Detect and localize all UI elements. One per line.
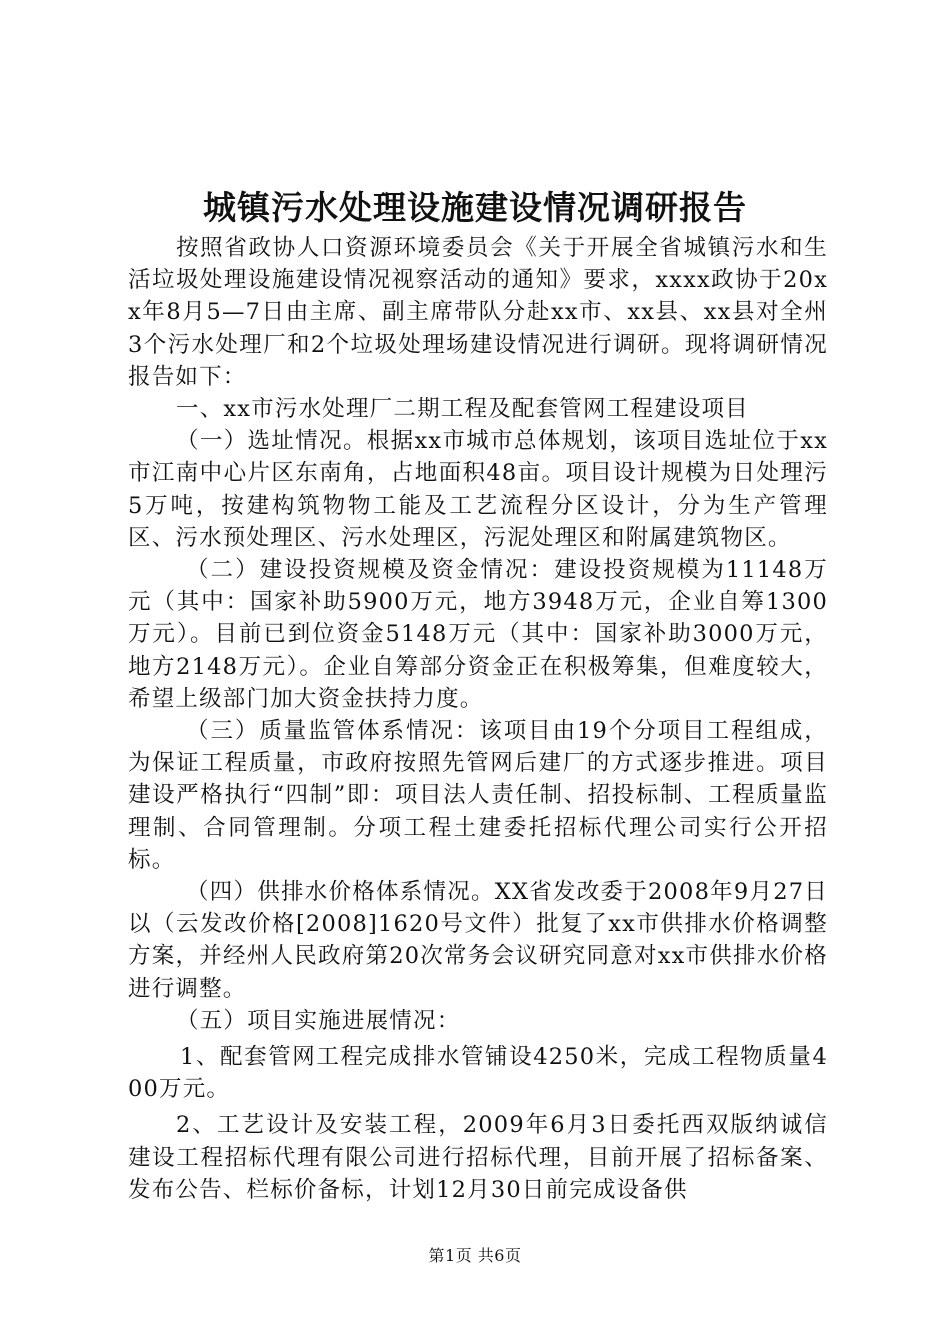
document-title: 城镇污水处理设施建设情况调研报告 (203, 188, 747, 227)
subsection-site-selection: （一）选址情况。根据xx市城市总体规划，该项目选址位于xx市江南中心片区东南角，占地面积48亩。项目设计规模为日处理污5万吨，按建构筑物物工能及工艺流程分区设计，分为生产管理区、污水预处理区、污水处理区，污泥处理区和附属建筑物区。 (128, 428, 828, 551)
section-heading-1: 一、xx市污水处理厂二期工程及配套管网工程建设项目 (176, 396, 749, 423)
subsection-investment: （二）建设投资规模及资金情况：建设投资规模为11148万元（其中：国家补助5900万元，地方3948万元，企业自筹1300万元）。目前已到位资金5148万元（其中：国家补助3000万元，地方2148万元）。企业自筹部分资金正在积极筹集，但难度较大，希望上级部门加大资金扶持力度。 (128, 557, 828, 712)
progress-item-2: 2、工艺设计及安装工程，2009年6月3日委托西双版纳诚信建设工程招标代理有限公司进行招标代理，目前开展了招标备案、发布公告、栏标价备标，计划12月30日前完成设备供 (128, 1112, 828, 1203)
subsection-progress: （五）项目实施进展情况： (176, 1007, 461, 1034)
subsection-pricing: （四）供排水价格体系情况。XX省发改委于2008年9月27日以（云发改价格[2008]1620号文件）批复了xx市供排水价格调整方案，并经州人民政府第20次常务会议研究同意对xx市供排水价格进行调整。 (128, 879, 828, 1002)
intro-paragraph: 按照省政协人口资源环境委员会《关于开展全省城镇污水和生活垃圾处理设施建设情况视察活动的通知》要求，xxxx政协于20xx年8月5—7日由主席、副主席带队分赴xx市、xx县、xx县对全州3个污水处理厂和2个垃圾处理场建设情况进行调研。现将调研情况报告如下： (128, 235, 828, 390)
document-body (128, 232, 828, 1206)
page-number-footer: 第1页 共6页 (428, 1246, 522, 1265)
subsection-quality-supervision: （三）质量监管体系情况：该项目由19个分项目工程组成，为保证工程质量，市政府按照先管网后建厂的方式逐步推进。项目建设严格执行“四制”即：项目法人责任制、招投标制、工程质量监理制、合同管理制。分项工程土建委托招标代理公司实行公开招标。 (128, 718, 828, 873)
progress-item-1: 1、配套管网工程完成排水管铺设4250米，完成工程物质量400万元。 (128, 1044, 828, 1103)
